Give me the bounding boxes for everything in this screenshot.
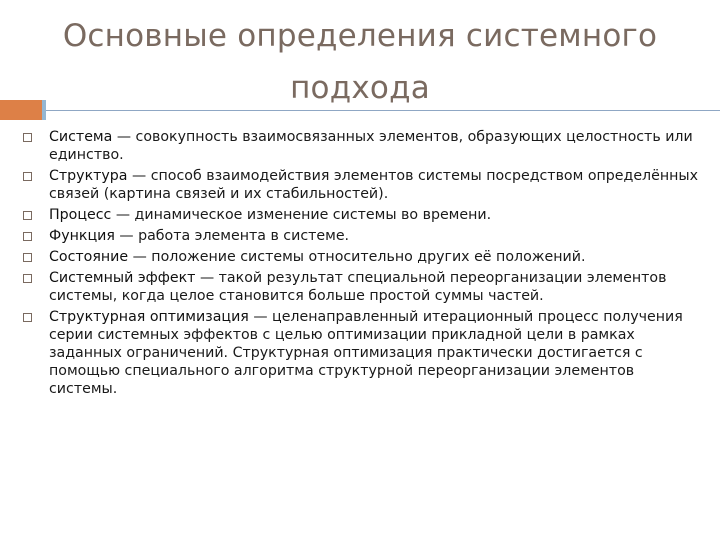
list-item: [20, 248, 700, 266]
item-term: Состояние: [49, 249, 129, 265]
item-text: — такой результат специальной переорганизации элементов системы, когда целое становится больше простой суммы частей.: [49, 270, 667, 304]
item-term: Системный эффект: [49, 270, 196, 286]
square-outline-icon: [23, 211, 32, 220]
list-item: [20, 167, 700, 203]
square-outline-icon: [23, 232, 32, 241]
item-text: — совокупность взаимосвязанных элементов, образующих целостность или единство.: [49, 129, 693, 163]
square-outline-icon: [23, 133, 32, 142]
square-outline-icon: [23, 313, 32, 322]
item-term: Структура: [49, 168, 128, 184]
item-text: — динамическое изменение системы во времени.: [111, 207, 492, 223]
item-text: — положение системы относительно других её положений.: [128, 249, 586, 265]
item-term: Функция: [49, 228, 115, 244]
item-term: Процесс: [49, 207, 112, 223]
list-item: [20, 206, 700, 224]
list-item: [20, 308, 700, 398]
item-term: Система: [49, 129, 113, 145]
title-line-1: Основные определения системного: [62, 18, 658, 54]
accent-bar: [0, 100, 42, 120]
title-line-2: подхода: [290, 70, 430, 106]
item-text: — целенаправленный итерационный процесс получения серии системных эффектов с целью оптимизации прикладной цели в рамках заданных ограничений. Структурная оптимизация практически достигается с помощью специального алгоритма структурной переорганизации элементов системы.: [49, 309, 683, 397]
list-item: [20, 128, 700, 164]
item-term: Структурная оптимизация: [49, 309, 249, 325]
item-text: — работа элемента в системе.: [114, 228, 350, 244]
list-item: [20, 269, 700, 305]
definitions-list: [20, 128, 700, 401]
slide-title: [40, 10, 680, 114]
item-text: — способ взаимодействия элементов системы посредством определённых связей (картина связей и их стабильностей).: [49, 168, 699, 202]
square-outline-icon: [23, 274, 32, 283]
list-item: [20, 227, 700, 245]
square-outline-icon: [23, 172, 32, 181]
square-outline-icon: [23, 253, 32, 262]
title-divider: [46, 110, 720, 111]
